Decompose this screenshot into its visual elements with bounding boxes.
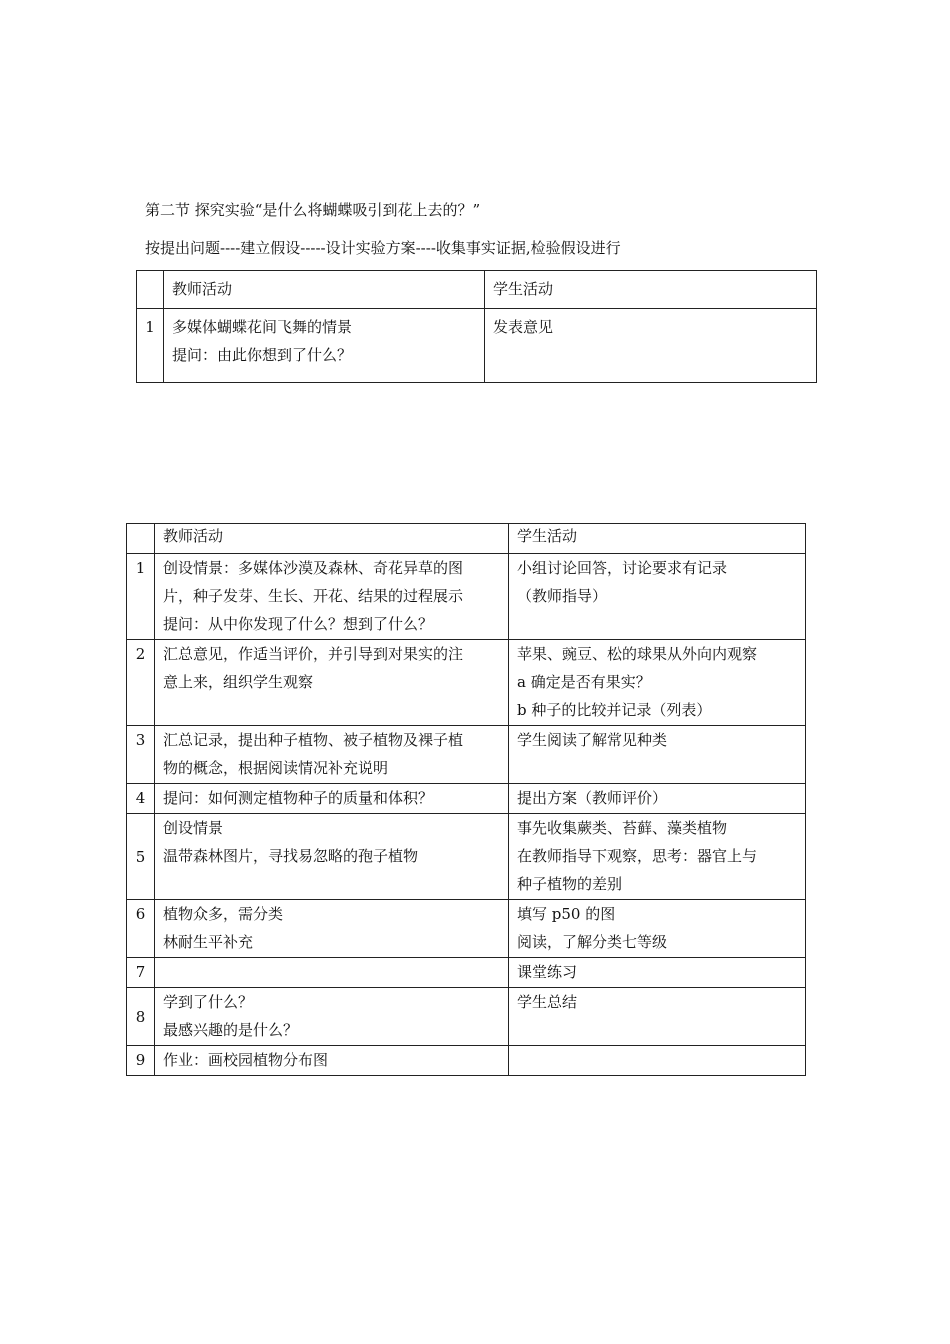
- teacher-activity-text: 物的概念，根据阅读情况补充说明: [163, 759, 389, 777]
- teacher-activity-text: 创设情景：多媒体沙漠及森林、奇花异草的图: [163, 559, 464, 577]
- teacher-activity-cell: [155, 814, 509, 900]
- student-activity-text: 提出方案（教师评价）: [517, 789, 668, 807]
- student-activity-text: 学生阅读了解常见种类: [517, 731, 668, 749]
- student-activity-cell: [509, 1046, 806, 1076]
- student-activity-text: 课堂练习: [517, 963, 578, 981]
- student-activity-text: 种子植物的差别: [517, 875, 623, 893]
- table-row: [127, 1046, 806, 1076]
- table-row: [127, 554, 806, 640]
- student-activity-cell: [509, 554, 806, 640]
- header-teacher-activity: 教师活动: [155, 524, 509, 554]
- teacher-activity-cell: [155, 900, 509, 958]
- teacher-activity-text: 植物众多，需分类: [163, 905, 284, 923]
- activity-table-2: [126, 523, 806, 1076]
- student-activity-text: 发表意见: [493, 318, 554, 336]
- section-subtitle: 按提出问题----建立假设-----设计实验方案----收集事实证据,检验假设进行: [145, 239, 621, 257]
- teacher-activity-text: 汇总记录，提出种子植物、被子植物及裸子植: [163, 731, 464, 749]
- table-header-row: [127, 524, 806, 554]
- table-row: [127, 900, 806, 958]
- student-activity-text: a 确定是否有果实？: [517, 673, 651, 691]
- row-number: 4: [127, 784, 155, 814]
- teacher-activity-text: 汇总意见，作适当评价，并引导到对果实的注: [163, 645, 464, 663]
- student-activity-cell: [485, 309, 817, 383]
- teacher-activity-cell: [155, 988, 509, 1046]
- row-number: 6: [127, 900, 155, 958]
- table-row: [127, 640, 806, 726]
- activity-table-1: [136, 270, 817, 383]
- header-teacher-activity: 教师活动: [164, 271, 485, 309]
- header-number: [137, 271, 164, 309]
- row-number: 3: [127, 726, 155, 784]
- student-activity-cell: [509, 784, 806, 814]
- table-row: [127, 988, 806, 1046]
- student-activity-text: 小组讨论回答，讨论要求有记录: [517, 559, 728, 577]
- teacher-activity-text: 意上来，组织学生观察: [163, 673, 314, 691]
- student-activity-text: 填写 p50 的图: [517, 905, 616, 923]
- student-activity-cell: [509, 900, 806, 958]
- row-number: 5: [127, 814, 155, 900]
- teacher-activity-cell: [155, 726, 509, 784]
- header-student-activity: 学生活动: [509, 524, 806, 554]
- teacher-activity-cell: [155, 640, 509, 726]
- student-activity-cell: [509, 958, 806, 988]
- table-row: [127, 814, 806, 900]
- teacher-activity-text: 林耐生平补充: [163, 933, 254, 951]
- student-activity-text: b 种子的比较并记录（列表）: [517, 701, 712, 719]
- teacher-activity-text: 作业：画校园植物分布图: [163, 1051, 329, 1069]
- teacher-activity-text: 片，种子发芽、生长、开花、结果的过程展示: [163, 587, 464, 605]
- table-row: [137, 309, 817, 383]
- student-activity-text: （教师指导）: [517, 587, 608, 605]
- header-number: [127, 524, 155, 554]
- table-row: [127, 726, 806, 784]
- student-activity-text: 事先收集蕨类、苔藓、藻类植物: [517, 819, 728, 837]
- teacher-activity-text: 多媒体蝴蝶花间飞舞的情景: [172, 318, 353, 336]
- teacher-activity-cell: [155, 1046, 509, 1076]
- teacher-activity-cell: [164, 309, 485, 383]
- teacher-activity-cell: [155, 554, 509, 640]
- teacher-activity-text: 提问：如何测定植物种子的质量和体积？: [163, 789, 434, 807]
- teacher-activity-text: 最感兴趣的是什么？: [163, 1021, 299, 1039]
- teacher-activity-text: 创设情景: [163, 819, 224, 837]
- teacher-activity-text: 学到了什么？: [163, 993, 254, 1011]
- teacher-activity-cell: [155, 784, 509, 814]
- teacher-activity-text: 温带森林图片，寻找易忽略的孢子植物: [163, 847, 419, 865]
- row-number: 8: [127, 988, 155, 1046]
- row-number: 2: [127, 640, 155, 726]
- row-number: 1: [137, 309, 164, 383]
- table-row: [127, 784, 806, 814]
- row-number: 9: [127, 1046, 155, 1076]
- student-activity-text: 学生总结: [517, 993, 578, 1011]
- student-activity-cell: [509, 640, 806, 726]
- row-number: 1: [127, 554, 155, 640]
- table-row: [127, 958, 806, 988]
- student-activity-text: 阅读，了解分类七等级: [517, 933, 668, 951]
- teacher-activity-text: 提问：从中你发现了什么？想到了什么？: [163, 615, 434, 633]
- student-activity-cell: [509, 988, 806, 1046]
- student-activity-text: 苹果、豌豆、松的球果从外向内观察: [517, 645, 758, 663]
- student-activity-cell: [509, 726, 806, 784]
- teacher-activity-text: 提问：由此你想到了什么？: [172, 346, 353, 364]
- table-header-row: [137, 271, 817, 309]
- student-activity-cell: [509, 814, 806, 900]
- section-title: 第二节 探究实验“是什么将蝴蝶吸引到花上去的？”: [145, 201, 481, 219]
- row-number: 7: [127, 958, 155, 988]
- student-activity-text: 在教师指导下观察，思考：器官上与: [517, 847, 758, 865]
- header-student-activity: 学生活动: [485, 271, 817, 309]
- teacher-activity-cell: [155, 958, 509, 988]
